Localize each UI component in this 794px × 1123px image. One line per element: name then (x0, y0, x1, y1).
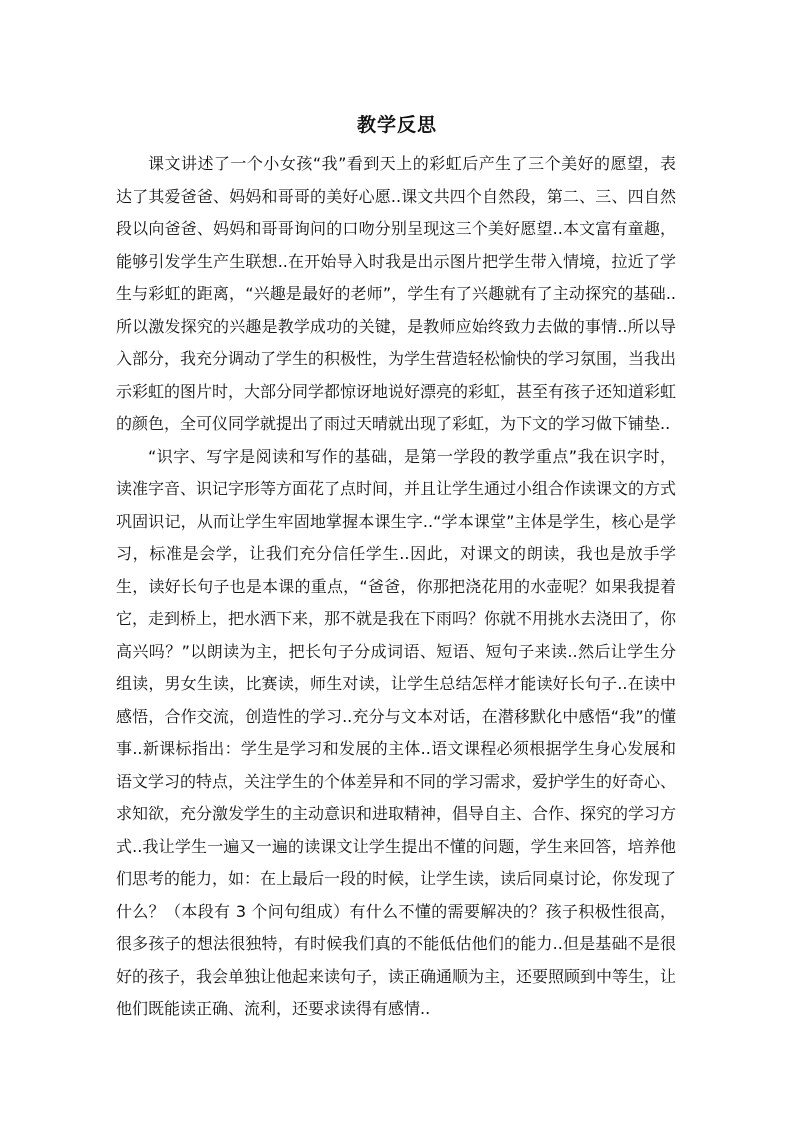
paragraph-intro: 课文讲述了一个小女孩“我”看到天上的彩虹后产生了三个美好的愿望，表达了其爱爸爸、妈妈和哥哥的美好心愿..课文共四个自然段，第二、三、四自然段以向爸爸、妈妈和哥哥询问的口吻分别呈现这三个美好愿望..本文富有童趣，能够引发学生产生联想..在开始导入时我是出示图片把学生带入情境，拉近了学生与彩虹的距离，“兴趣是最好的老师”，学生有了兴趣就有了主动探究的基础..所以激发探究的兴趣是教学成功的关键，是教师应始终致力去做的事情..所以导入部分，我充分调动了学生的积极性，为学生营造轻松愉快的学习氛围，当我出示彩虹的图片时，大部分同学都惊讶地说好漂亮的彩虹，甚至有孩子还知道彩虹的颜色，全可仪同学就提出了雨过天晴就出现了彩虹，为下文的学习做下铺垫.. (116, 154, 677, 433)
paragraph-reading-teaching: “识字、写字是阅读和写作的基础，是第一学段的教学重点”我在识字时，读准字音、识记字形等方面花了点时间，并且让学生通过小组合作读课文的方式巩固识记，从而让学生牢固地掌握本课生字..“学本课堂”主体是学生，核心是学习，标准是会学，让我们充分信任学生..因此，对课文的朗读，我也是放手学生，读好长句子也是本课的重点，“爸爸，你那把浇花用的水壶呢？如果我提着它，走到桥上，把水洒下来，那不就是我在下雨吗？你就不用挑水去浇田了，你高兴吗？”以朗读为主，把长句子分成词语、短语、短句子来读..然后让学生分组读，男女生读，比赛读，师生对读，让学生总结怎样才能读好长句子..在读中感悟，合作交流，创造性的学习..充分与文本对话，在潜移默化中感悟“我”的懂事..新课标指出：学生是学习和发展的主体..语文课程必须根据学生身心发展和语文学习的特点，关注学生的个体差异和不同的学习需求，爱护学生的好奇心、求知欲，充分激发学生的主动意识和进取精神，倡导自主、合作、探究的学习方式..我让学生一遍又一遍的读课文让学生提出不懂的问题，学生来回答，培养他们思考的能力，如：在上最后一段的时候，让学生读，读后同桌讨论，你发现了什么？（本段有 3 个问句组成）有什么不懂的需要解决的？孩子积极性很高，很多孩子的想法很独特，有时候我们真的不能低估他们的能力..但是基础不是很好的孩子，我会单独让他起来读句子，读正确通顺为主，还要照顾到中等生，让他们既能读正确、流利，还要求读得有感情.. (116, 446, 677, 1018)
page-title: 教学反思 (356, 114, 437, 136)
document-body (116, 148, 676, 1026)
